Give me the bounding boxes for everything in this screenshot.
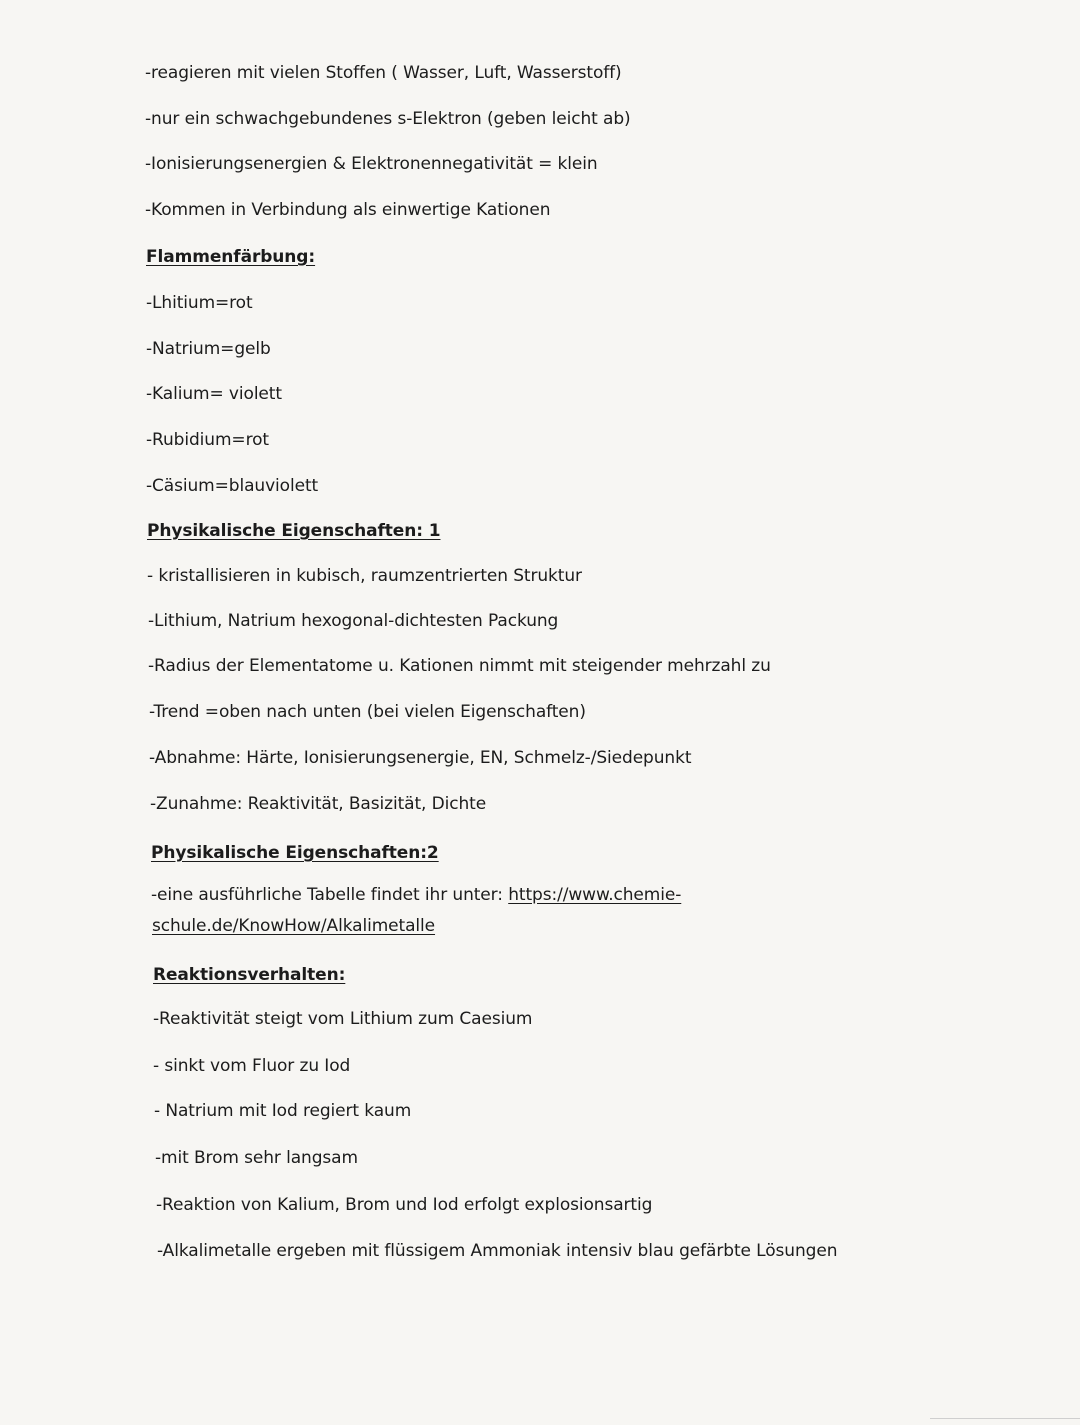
- list-item: -Lithium, Natrium hexogonal-dichtesten Packung: [148, 611, 559, 631]
- text-line: -Kommen in Verbindung als einwertige Kationen: [145, 200, 551, 220]
- list-item: - sinkt vom Fluor zu Iod: [153, 1056, 351, 1076]
- list-item: -Cäsium=blauviolett: [146, 476, 319, 496]
- list-item: -Radius der Elementatome u. Kationen nimmt mit steigender mehrzahl zu: [148, 656, 771, 676]
- reference-text: -eine ausführliche Tabelle findet ihr unter:: [151, 885, 509, 905]
- text-line: -reagieren mit vielen Stoffen ( Wasser, Luft, Wasserstoff): [145, 63, 622, 83]
- list-item: -Trend =oben nach unten (bei vielen Eigenschaften): [149, 702, 586, 722]
- list-item: -Reaktion von Kalium, Brom und Iod erfolgt explosionsartig: [156, 1195, 653, 1215]
- section-heading-physikalisch-1: Physikalische Eigenschaften: 1: [147, 521, 441, 541]
- list-item: -Lhitium=rot: [146, 293, 253, 313]
- section-heading-reaktionsverhalten: Reaktionsverhalten:: [153, 965, 346, 985]
- list-item: -Rubidium=rot: [146, 430, 269, 450]
- list-item: - Natrium mit Iod regiert kaum: [154, 1101, 412, 1121]
- list-item: - kristallisieren in kubisch, raumzentrierten Struktur: [147, 566, 582, 586]
- reference-link[interactable]: https://www.chemie-: [508, 885, 682, 905]
- list-item: -mit Brom sehr langsam: [155, 1148, 358, 1168]
- page-edge-divider: [930, 1418, 1080, 1419]
- section-heading-physikalisch-2: Physikalische Eigenschaften:2: [151, 843, 439, 863]
- list-item: -Alkalimetalle ergeben mit flüssigem Ammoniak intensiv blau gefärbte Lösungen: [157, 1241, 838, 1261]
- list-item: -Kalium= violett: [146, 384, 282, 404]
- text-line: -Ionisierungsenergien & Elektronennegativität = klein: [145, 154, 598, 174]
- text-line: -nur ein schwachgebundenes s-Elektron (geben leicht ab): [145, 109, 631, 129]
- section-heading-flammenfaerbung: Flammenfärbung:: [146, 247, 316, 267]
- list-item: -Reaktivität steigt vom Lithium zum Caesium: [153, 1009, 533, 1029]
- list-item: -Abnahme: Härte, Ionisierungsenergie, EN, Schmelz-/Siedepunkt: [149, 748, 692, 768]
- list-item: -Zunahme: Reaktivität, Basizität, Dichte: [150, 794, 487, 814]
- reference-link-continued[interactable]: schule.de/KnowHow/Alkalimetalle: [152, 916, 436, 936]
- list-item: -Natrium=gelb: [146, 339, 271, 359]
- text-line: [151, 884, 681, 906]
